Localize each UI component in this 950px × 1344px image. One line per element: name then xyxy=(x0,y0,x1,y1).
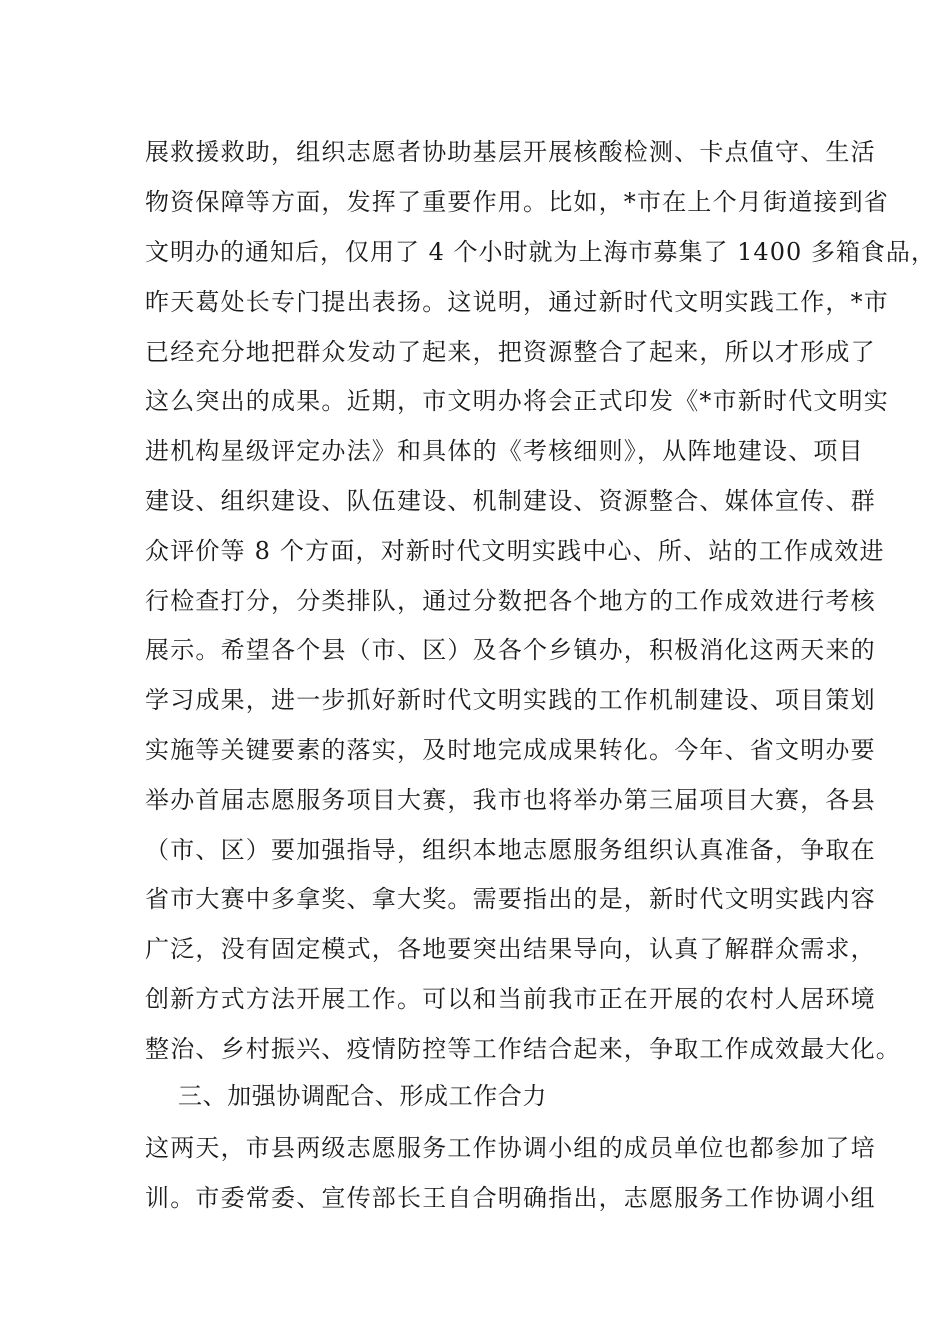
paragraph-line: 学习成果，进一步抓好新时代文明实践的工作机制建设、项目策划 xyxy=(145,686,876,714)
paragraph-line: 建设、组织建设、队伍建设、机制建设、资源整合、媒体宣传、群 xyxy=(145,487,876,515)
paragraph-line: 训。市委常委、宣传部长王自合明确指出，志愿服务工作协调小组 xyxy=(145,1184,876,1212)
paragraph-line: 文明办的通知后，仅用了 4 个小时就为上海市募集了 1400 多箱食品， xyxy=(145,238,936,266)
paragraph-line: 展示。希望各个县（市、区）及各个乡镇办，积极消化这两天来的 xyxy=(145,636,876,664)
paragraph-line: 这两天，市县两级志愿服务工作协调小组的成员单位也都参加了培 xyxy=(145,1134,876,1162)
paragraph-line: 物资保障等方面，发挥了重要作用。比如，*市在上个月街道接到省 xyxy=(145,188,889,216)
paragraph-line: 创新方式方法开展工作。可以和当前我市正在开展的农村人居环境 xyxy=(145,985,876,1013)
paragraph-line: 举办首届志愿服务项目大赛，我市也将举办第三届项目大赛，各县 xyxy=(145,786,876,814)
paragraph-line: 实施等关键要素的落实，及时地完成成果转化。今年、省文明办要 xyxy=(145,736,876,764)
paragraph-line: 众评价等 8 个方面，对新时代文明实践中心、所、站的工作成效进 xyxy=(145,537,885,565)
paragraph-line: 已经充分地把群众发动了起来，把资源整合了起来，所以才形成了 xyxy=(145,338,876,366)
paragraph-line: 省市大赛中多拿奖、拿大奖。需要指出的是，新时代文明实践内容 xyxy=(145,885,876,913)
paragraph-line: 展救援救助，组织志愿者协助基层开展核酸检测、卡点值守、生活 xyxy=(145,138,876,166)
paragraph-line: （市、区）要加强指导，组织本地志愿服务组织认真准备，争取在 xyxy=(145,836,876,864)
paragraph-line: 进机构星级评定办法》和具体的《考核细则》，从阵地建设、项目 xyxy=(145,437,864,465)
paragraph-line: 这么突出的成果。近期，市文明办将会正式印发《*市新时代文明实 xyxy=(145,387,889,415)
section-heading: 三、加强协调配合、形成工作合力 xyxy=(178,1082,547,1110)
paragraph-line: 昨天葛处长专门提出表扬。这说明，通过新时代文明实践工作，*市 xyxy=(145,288,889,316)
paragraph-line: 广泛，没有固定模式，各地要突出结果导向，认真了解群众需求， xyxy=(145,935,876,963)
paragraph-line: 行检查打分，分类排队，通过分数把各个地方的工作成效进行考核 xyxy=(145,587,876,615)
paragraph-line: 整治、乡村振兴、疫情防控等工作结合起来，争取工作成效最大化。 xyxy=(145,1035,901,1063)
